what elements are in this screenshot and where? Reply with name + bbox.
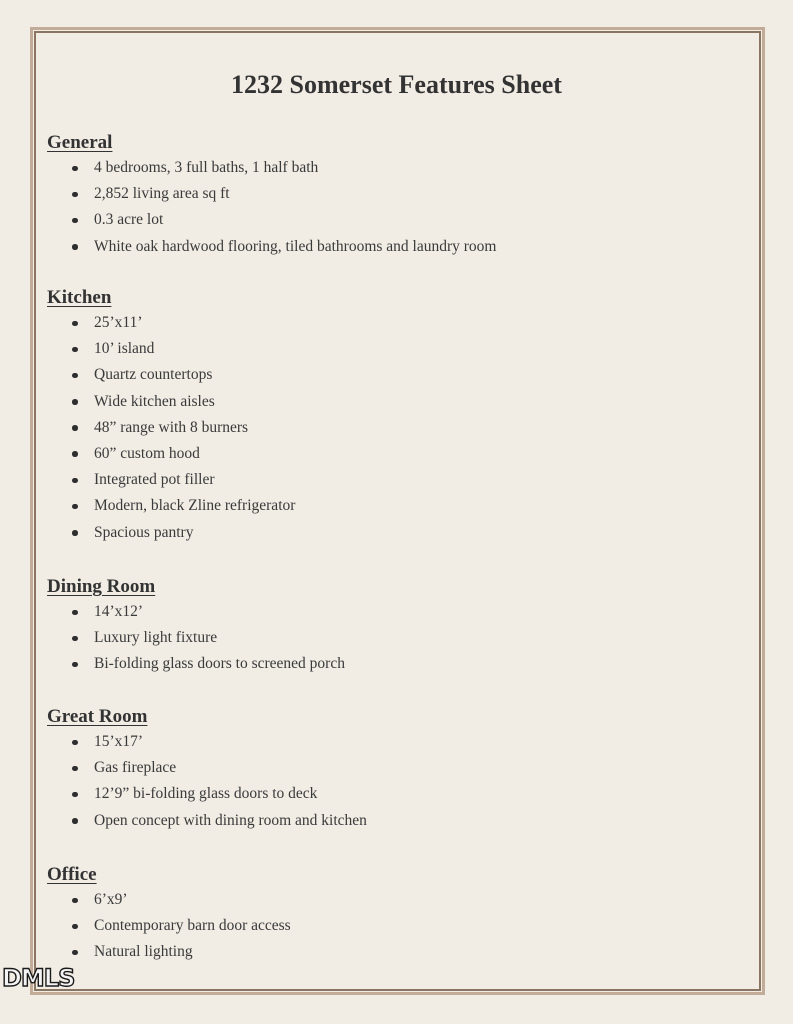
list-item-text: 60” custom hood [94, 444, 200, 462]
bullet-icon [72, 740, 78, 746]
list-item-text: White oak hardwood flooring, tiled bathrooms and laundry room [94, 237, 497, 255]
list-item [47, 781, 727, 807]
list-item-text: Open concept with dining room and kitchen [94, 811, 367, 829]
bullet-icon [72, 399, 78, 405]
feature-list-kitchen [47, 310, 727, 546]
section-heading-kitchen: Kitchen [47, 287, 112, 308]
list-item [47, 155, 727, 181]
list-item [47, 913, 727, 939]
bullet-icon [72, 347, 78, 353]
list-item-text: Bi-folding glass doors to screened porch [94, 655, 345, 673]
bullet-icon [72, 244, 78, 250]
list-item-text: Luxury light fixture [94, 629, 218, 647]
bullet-icon [72, 792, 78, 798]
list-item-text: Modern, black Zline refrigerator [94, 497, 296, 515]
section-great-room [47, 705, 727, 834]
list-item [47, 467, 727, 493]
section-heading-general: General [47, 132, 113, 153]
list-item-text: 48” range with 8 burners [94, 418, 249, 436]
list-item [47, 625, 727, 651]
dmls-watermark-logo: DMLS [2, 964, 75, 992]
bullet-icon [72, 818, 78, 824]
list-item [47, 415, 727, 441]
section-kitchen [47, 286, 727, 546]
bullet-icon [72, 478, 78, 484]
list-item-text: 10’ island [94, 340, 155, 358]
list-item [47, 493, 727, 519]
section-heading-dining-room: Dining Room [47, 576, 156, 597]
list-item-text: 2,852 living area sq ft [94, 185, 230, 203]
bullet-icon [72, 766, 78, 772]
bullet-icon [72, 924, 78, 930]
list-item-text: Contemporary barn door access [94, 917, 291, 935]
list-item-text: 25’x11’ [94, 314, 143, 331]
list-item [47, 336, 727, 362]
list-item [47, 441, 727, 467]
list-item-text: Quartz countertops [94, 366, 213, 384]
bullet-icon [72, 530, 78, 536]
list-item [47, 755, 727, 781]
list-item [47, 520, 727, 546]
section-dining-room [47, 575, 727, 678]
feature-list-general [47, 155, 727, 260]
list-item-text: 4 bedrooms, 3 full baths, 1 half bath [94, 159, 319, 176]
feature-list-dining-room [47, 599, 727, 678]
page-title: 1232 Somerset Features Sheet [231, 70, 562, 99]
list-item [47, 939, 727, 965]
feature-list-office [47, 887, 727, 966]
list-item [47, 651, 727, 677]
list-item-text: 12’9” bi-folding glass doors to deck [94, 785, 318, 803]
bullet-icon [72, 950, 78, 956]
bullet-icon [72, 898, 78, 904]
feature-list-great-room [47, 729, 727, 834]
list-item [47, 808, 727, 834]
section-office [47, 863, 727, 966]
bullet-icon [72, 166, 78, 172]
list-item [47, 389, 727, 415]
list-item [47, 234, 727, 260]
bullet-icon [72, 610, 78, 616]
list-item-text: Natural lighting [94, 943, 193, 961]
bullet-icon [72, 321, 78, 327]
list-item [47, 887, 727, 913]
list-item-text: 6’x9’ [94, 891, 128, 908]
bullet-icon [72, 425, 78, 431]
list-item-text: 14’x12’ [94, 603, 144, 620]
list-item [47, 181, 727, 207]
bullet-icon [72, 504, 78, 510]
bullet-icon [72, 636, 78, 642]
list-item [47, 362, 727, 388]
list-item-text: 0.3 acre lot [94, 211, 164, 229]
list-item-text: Wide kitchen aisles [94, 392, 215, 410]
section-heading-great-room: Great Room [47, 706, 148, 727]
bullet-icon [72, 218, 78, 224]
list-item [47, 207, 727, 233]
list-item [47, 729, 727, 755]
bullet-icon [72, 451, 78, 457]
bullet-icon [72, 192, 78, 198]
list-item [47, 599, 727, 625]
bullet-icon [72, 662, 78, 668]
list-item-text: Spacious pantry [94, 523, 194, 541]
section-heading-office: Office [47, 864, 97, 885]
list-item [47, 310, 727, 336]
list-item-text: Gas fireplace [94, 759, 177, 777]
list-item-text: Integrated pot filler [94, 471, 215, 489]
bullet-icon [72, 373, 78, 379]
list-item-text: 15’x17’ [94, 733, 144, 750]
section-general [47, 131, 727, 260]
